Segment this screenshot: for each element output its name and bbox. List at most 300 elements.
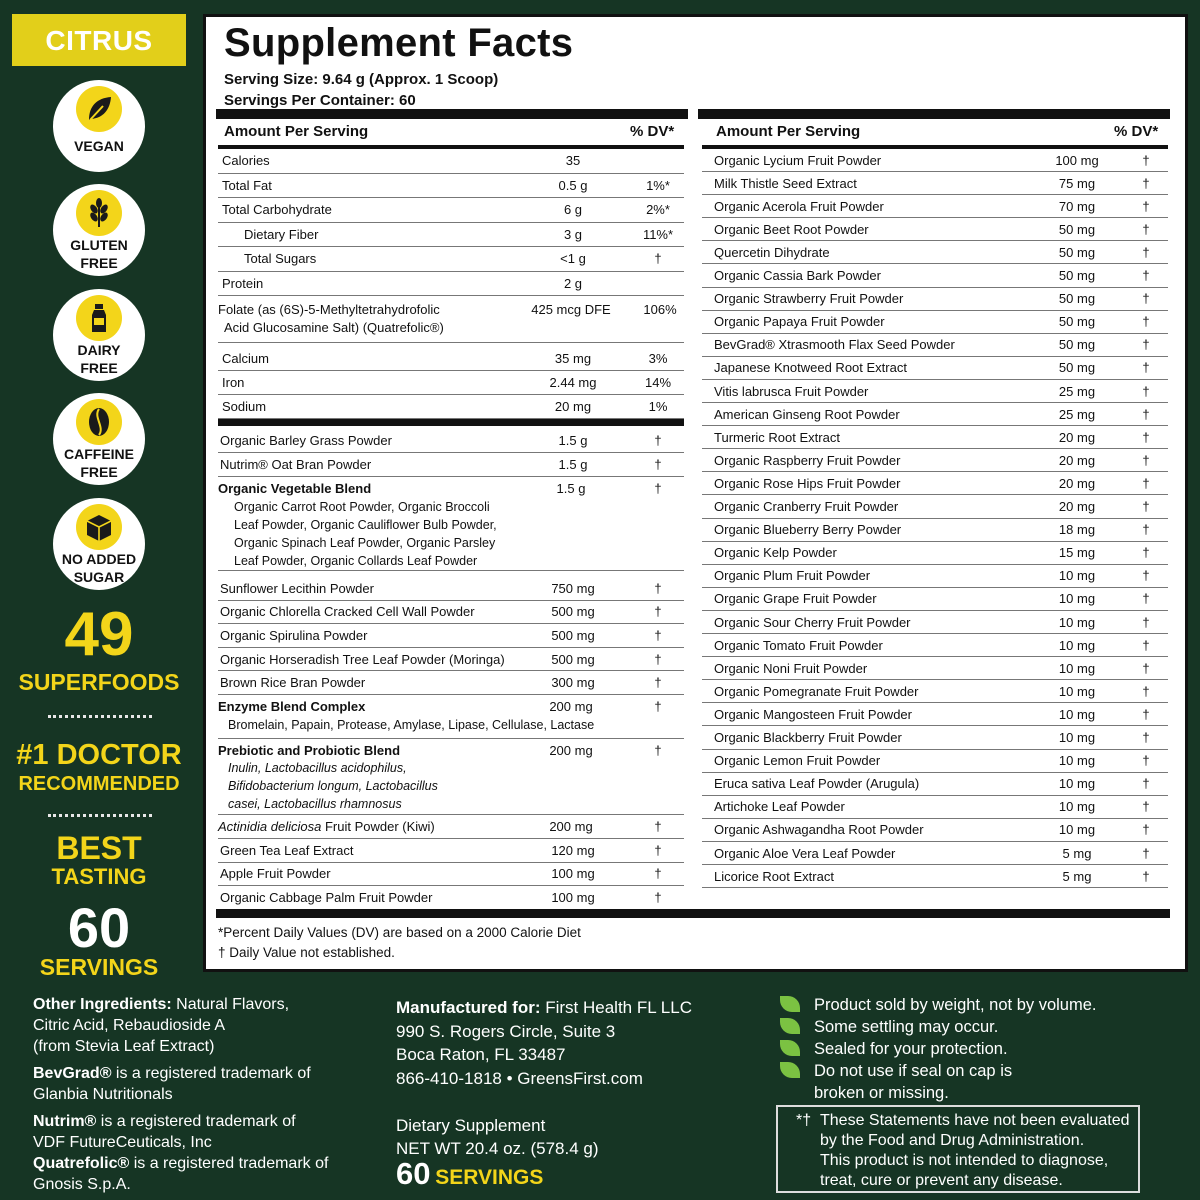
nutrient-amount: 50 mg: [1058, 268, 1096, 284]
vegan-badge: [53, 80, 145, 172]
nutrient-row: [702, 449, 1168, 472]
nutrient-name: Brown Rice Bran Powder: [220, 675, 366, 691]
footnote-dagger: † Daily Value not established.: [218, 945, 395, 960]
doctor-line2: RECOMMENDED: [18, 773, 180, 795]
nutrient-dv: †: [1142, 868, 1150, 884]
badge-line2: FREE: [80, 255, 118, 271]
best-line2: TASTING: [51, 864, 147, 889]
nutrient-dv: †: [1142, 337, 1150, 353]
probiotic-line: Inulin, Lactobacillus acidophilus,: [228, 761, 407, 775]
nutrient-dv: †: [1142, 683, 1150, 699]
nutrient-name: Japanese Knotweed Root Extract: [714, 360, 907, 376]
serving-size: Serving Size: 9.64 g (Approx. 1 Scoop): [224, 71, 499, 88]
nutrient-name: Organic Blackberry Fruit Powder: [714, 730, 902, 746]
nutrient-name: Total Sugars: [244, 251, 317, 267]
badge-line1: GLUTEN: [70, 237, 128, 253]
nutrient-name: Organic Aloe Vera Leaf Powder: [714, 845, 896, 861]
dietary-label: Dietary Supplement: [396, 1116, 546, 1135]
kiwi-latin: Actinidia deliciosa: [218, 819, 322, 834]
nutrient-amount: 10 mg: [1058, 683, 1096, 699]
nutrient-dv: †: [1142, 499, 1150, 515]
kiwi-dv: †: [654, 819, 662, 834]
nutrient-row: [218, 648, 684, 672]
nutrient-dv: †: [654, 457, 662, 472]
nutrient-name: Apple Fruit Powder: [220, 866, 331, 882]
nutrient-dv: †: [1142, 776, 1150, 792]
nutrient-amount: 10 mg: [1058, 776, 1096, 792]
nutrient-name: Artichoke Leaf Powder: [714, 799, 845, 815]
nutrient-row: [218, 272, 684, 297]
nutrient-name: Calories: [222, 153, 270, 169]
nutrient-row: [702, 680, 1168, 703]
nutrient-dv: †: [1142, 591, 1150, 607]
probiotic-line: casei, Lactobacillus rhamnosus: [228, 797, 402, 811]
nutrient-row: [702, 218, 1168, 241]
nutrient-name: Organic Rose Hips Fruit Powder: [714, 475, 901, 491]
nutrient-name: Organic Tomato Fruit Powder: [714, 637, 883, 653]
nutrient-dv: †: [654, 842, 662, 858]
wheat-icon: [76, 190, 122, 236]
disclaimer-line: by the Food and Drug Administration.: [820, 1132, 1085, 1149]
fda-disclaimer: [776, 1105, 1140, 1193]
nutrient-amount: 50 mg: [1058, 244, 1096, 260]
nutrient-dv: 14%: [644, 375, 672, 390]
net-weight-info: [396, 1114, 756, 1190]
nutrient-row: [702, 195, 1168, 218]
nutrient-name: Turmeric Root Extract: [714, 429, 840, 445]
nutrient-row: [218, 223, 684, 248]
nutrient-dv: †: [1142, 175, 1150, 191]
nutrient-row: [702, 496, 1168, 519]
nutrient-dv: †: [1142, 152, 1150, 168]
nutrient-row: [218, 601, 684, 625]
nutrient-row: [218, 174, 684, 199]
nutrient-name: Quercetin Dihydrate: [714, 244, 830, 260]
nutrient-amount: 25 mg: [1058, 406, 1096, 422]
no-added-sugar-badge: [53, 498, 145, 590]
nutrient-name: Organic Pomegranate Fruit Powder: [714, 683, 919, 699]
mfg-address: 990 S. Rogers Circle, Suite 3: [396, 1021, 616, 1041]
nutrient-amount: 300 mg: [551, 675, 595, 691]
dv-header: % DV*: [1114, 123, 1159, 140]
nutrient-amount: 20 mg: [1058, 429, 1096, 445]
nutrient-dv: †: [1142, 637, 1150, 653]
other-text: Citric Acid, Rebaudioside A: [33, 1017, 226, 1034]
nutrient-amount: 10 mg: [1058, 660, 1096, 676]
nutrient-name: Organic Papaya Fruit Powder: [714, 314, 885, 330]
servings-count: 60: [67, 896, 131, 959]
badge-line2: SUGAR: [73, 569, 125, 585]
nutrient-amount: 1.5 g: [558, 433, 588, 448]
nutrient-name: Green Tea Leaf Extract: [220, 842, 354, 858]
rule-thick: [218, 419, 684, 426]
nutrient-amount: 10 mg: [1058, 822, 1096, 838]
nutrient-dv: †: [1142, 429, 1150, 445]
nutrient-amount: 25 mg: [1058, 383, 1096, 399]
nutrient-name: Organic Beet Root Powder: [714, 221, 869, 237]
nutrient-name: Total Carbohydrate: [222, 202, 332, 218]
leaf-icon: [780, 1040, 800, 1056]
nutrient-row: [702, 773, 1168, 796]
nutrient-dv: †: [1142, 753, 1150, 769]
nutrient-dv: †: [1142, 545, 1150, 561]
nutrient-name: Organic Cassia Bark Powder: [714, 268, 881, 284]
nutrient-name: Organic Chlorella Cracked Cell Wall Powder: [220, 604, 475, 620]
nutrient-name: Organic Mangosteen Fruit Powder: [714, 706, 912, 722]
nutrient-row: [218, 247, 684, 272]
nutrient-amount: 15 mg: [1058, 545, 1096, 561]
nutrient-row: [702, 241, 1168, 264]
nutrient-amount: 5 mg: [1062, 868, 1092, 884]
disclaimer-line: These Statements have not been evaluated: [820, 1112, 1130, 1129]
nutrient-row: [218, 624, 684, 648]
veg-blend-row: [218, 477, 684, 571]
divider: [48, 715, 152, 718]
nutrient-amount: 18 mg: [1058, 522, 1096, 538]
nutrient-name: Protein: [222, 275, 264, 291]
nutrient-name: Calcium: [222, 351, 269, 366]
nutrient-row: [702, 796, 1168, 819]
nutrient-dv: 2%*: [646, 202, 670, 218]
probiotic-dv: †: [654, 743, 662, 758]
nutrient-amount: 6 g: [563, 202, 583, 218]
nutrient-dv: †: [1142, 383, 1150, 399]
nutrient-dv: †: [1142, 799, 1150, 815]
trademark-name: BevGrad®: [33, 1065, 112, 1082]
note-text: Do not use if seal on cap is: [814, 1062, 1013, 1080]
leaf-icon: [780, 1062, 800, 1078]
nutrient-row: [702, 426, 1168, 449]
other-label: Other Ingredients:: [33, 996, 172, 1013]
nutrient-amount: 20 mg: [1058, 499, 1096, 515]
enzyme-name: Enzyme Blend Complex: [218, 699, 366, 714]
probiotic-line: Bifidobacterium longum, Lactobacillus: [228, 779, 438, 793]
nutrient-dv: †: [1142, 221, 1150, 237]
kiwi-amount: 200 mg: [549, 819, 593, 834]
amount-header: Amount Per Serving: [224, 123, 369, 140]
net-weight: NET WT 20.4 oz. (578.4 g): [396, 1139, 599, 1158]
sugar-cube-icon: [76, 504, 122, 550]
nutrient-dv: †: [1142, 706, 1150, 722]
best-line1: BEST: [56, 830, 142, 866]
note-text: Sealed for your protection.: [814, 1040, 1008, 1058]
nutrient-amount: 0.5 g: [558, 177, 588, 193]
nutrient-row: [218, 395, 684, 419]
disclaimer-line: This product is not intended to diagnose,: [820, 1152, 1109, 1169]
nutrient-row: [702, 819, 1168, 842]
nutrient-amount: 20 mg: [1058, 475, 1096, 491]
superfoods-count: 49: [64, 600, 134, 669]
nutrient-row: [218, 886, 684, 910]
nutrient-dv: 1%*: [646, 177, 670, 193]
nutrient-name: Organic Barley Grass Powder: [220, 433, 392, 448]
nutrient-amount: 2.44 mg: [549, 375, 597, 390]
caffeine-free-badge: [53, 393, 145, 485]
trademark-text: is a registered trademark of: [129, 1155, 329, 1172]
nutrient-amount: 10 mg: [1058, 614, 1096, 630]
nutrient-row: [218, 198, 684, 223]
dairy-free-badge: [53, 289, 145, 381]
nutrient-amount: 10 mg: [1058, 591, 1096, 607]
nutrient-dv: †: [1142, 660, 1150, 676]
nutrient-amount: 10 mg: [1058, 568, 1096, 584]
nutrient-dv: †: [1142, 268, 1150, 284]
nutrient-name: Dietary Fiber: [244, 226, 319, 242]
nutrient-amount: 35 mg: [554, 351, 592, 366]
nutrient-dv: †: [654, 604, 662, 620]
nutrient-name: Licorice Root Extract: [714, 868, 834, 884]
nutrient-row: [702, 565, 1168, 588]
nutrient-row: [218, 371, 684, 395]
disclaimer-mark: *†: [796, 1112, 812, 1129]
nutrient-amount: 120 mg: [551, 842, 595, 858]
folate-row: [218, 297, 684, 343]
nutrient-row: [702, 865, 1168, 888]
nutrient-row: [702, 634, 1168, 657]
trademark-text: is a registered trademark of: [111, 1065, 311, 1082]
folate-amount: 425 mcg DFE: [531, 302, 611, 317]
nutrient-amount: <1 g: [560, 251, 586, 267]
flavor-label: CITRUS: [12, 14, 186, 66]
nutrient-dv: 11%*: [642, 226, 674, 242]
nutrient-row: [702, 588, 1168, 611]
footnotes: [218, 923, 581, 963]
nutrient-name: Organic Sour Cherry Fruit Powder: [714, 614, 911, 630]
nutrient-row: [702, 519, 1168, 542]
nutrient-row: [702, 334, 1168, 357]
nutrient-name: Total Fat: [222, 177, 272, 193]
nutrient-name: Organic Kelp Powder: [714, 545, 837, 561]
probiotic-amount: 200 mg: [549, 743, 593, 758]
milk-bottle-icon: [76, 295, 122, 341]
nutrient-row: [702, 357, 1168, 380]
nutrient-amount: 10 mg: [1058, 799, 1096, 815]
nutrient-name: Organic Strawberry Fruit Powder: [714, 291, 904, 307]
enzyme-line: Bromelain, Papain, Protease, Amylase, Lipase, Cellulase, Lactase: [228, 718, 595, 732]
nutrient-row: [702, 265, 1168, 288]
left-column: [218, 119, 684, 909]
trademark-owner: VDF FutureCeuticals, Inc: [33, 1134, 212, 1151]
nutrient-amount: 5 mg: [1062, 845, 1092, 861]
nutrient-row: [702, 842, 1168, 865]
nutrient-dv: †: [654, 251, 662, 267]
nutrient-dv: †: [1142, 568, 1150, 584]
footnote-dv: *Percent Daily Values (DV) are based on a 2000 Calorie Diet: [218, 925, 581, 940]
nutrient-dv: †: [654, 627, 662, 643]
trademark-text: is a registered trademark of: [96, 1113, 296, 1130]
badge-line2: FREE: [80, 360, 118, 376]
nutrient-dv: †: [654, 866, 662, 882]
nutrient-row: [702, 703, 1168, 726]
nutrient-row: [702, 288, 1168, 311]
nutrient-row: [702, 172, 1168, 195]
other-ingredients: [33, 994, 373, 1195]
nutrient-dv: †: [1142, 198, 1150, 214]
nutrient-dv: †: [654, 889, 662, 905]
nutrient-amount: 500 mg: [551, 627, 595, 643]
nutrient-amount: 70 mg: [1058, 198, 1096, 214]
nutrient-dv: 1%: [648, 399, 668, 414]
nutrient-amount: 1.5 g: [558, 457, 588, 472]
nutrient-amount: 50 mg: [1058, 291, 1096, 307]
coffee-bean-icon: [76, 399, 122, 445]
divider: [48, 814, 152, 817]
nutrient-name: Sodium: [222, 399, 267, 414]
note-text: Product sold by weight, not by volume.: [814, 996, 1097, 1014]
nutrient-amount: 100 mg: [551, 889, 595, 905]
nutrient-row: [218, 149, 684, 174]
leaf-icon: [780, 1018, 800, 1034]
leaf-icon: [780, 996, 800, 1012]
note-text: broken or missing.: [814, 1084, 949, 1102]
nutrient-name: Nutrim® Oat Bran Powder: [220, 457, 372, 472]
nutrient-name: Organic Cabbage Palm Fruit Powder: [220, 889, 433, 905]
nutrient-name: Organic Horseradish Tree Leaf Powder (Moringa): [220, 651, 505, 667]
nutrient-dv: †: [654, 580, 662, 596]
veg-blend-amount: 1.5 g: [556, 481, 586, 496]
nutrient-name: BevGrad® Xtrasmooth Flax Seed Powder: [714, 337, 955, 353]
manufacturer-info: [396, 996, 756, 1090]
mfg-address: Boca Raton, FL 33487: [396, 1045, 566, 1064]
kiwi-row: [218, 815, 684, 839]
servings-label: SERVINGS: [435, 1166, 544, 1189]
nutrient-dv: †: [1142, 360, 1150, 376]
note-text: Some settling may occur.: [814, 1018, 999, 1036]
nutrient-amount: 20 mg: [554, 399, 592, 414]
nutrient-dv: †: [1142, 522, 1150, 538]
rule-thick: [698, 109, 1170, 119]
badge-line1: VEGAN: [74, 138, 124, 154]
veg-blend-line: Organic Carrot Root Powder, Organic Broccoli: [234, 500, 490, 514]
nutrient-name: American Ginseng Root Powder: [714, 406, 900, 422]
facts-title: Supplement Facts: [224, 21, 574, 65]
nutrient-row: [218, 453, 684, 477]
nutrient-amount: 100 mg: [1055, 152, 1099, 168]
supplement-facts-panel: [203, 14, 1188, 972]
rule-thick: [216, 909, 1170, 918]
veg-blend-name: Organic Vegetable Blend: [218, 481, 372, 496]
other-text: (from Stevia Leaf Extract): [33, 1038, 215, 1055]
nutrient-amount: 2 g: [563, 275, 583, 291]
nutrient-name: Organic Lycium Fruit Powder: [714, 152, 882, 168]
nutrient-row: [702, 611, 1168, 634]
disclaimer-line: treat, cure or prevent any disease.: [820, 1172, 1063, 1189]
badge-line1: NO ADDED: [61, 551, 137, 567]
trademark-owner: Glanbia Nutritionals: [33, 1086, 173, 1103]
nutrient-amount: 50 mg: [1058, 221, 1096, 237]
sidebar: [0, 0, 198, 985]
nutrient-name: Organic Grape Fruit Powder: [714, 591, 877, 607]
nutrient-amount: 750 mg: [551, 580, 595, 596]
badge-line1: DAIRY: [77, 342, 121, 358]
servings-label: SERVINGS: [39, 954, 159, 980]
nutrient-dv: †: [654, 675, 662, 691]
servings-count: 60: [396, 1156, 431, 1191]
nutrient-row: [218, 347, 684, 371]
nutrient-dv: †: [1142, 475, 1150, 491]
dv-header: % DV*: [630, 123, 675, 140]
nutrient-name: Organic Ashwagandha Root Powder: [714, 822, 924, 838]
nutrient-dv: †: [1142, 406, 1150, 422]
nutrient-dv: †: [1142, 314, 1150, 330]
nutrient-name: Sunflower Lecithin Powder: [220, 580, 374, 596]
nutrient-row: [702, 149, 1168, 172]
nutrient-dv: †: [1142, 845, 1150, 861]
nutrient-dv: †: [1142, 452, 1150, 468]
gluten-free-badge: [53, 184, 145, 276]
nutrient-amount: 35: [565, 153, 581, 169]
trademark-owner: Gnosis S.p.A.: [33, 1176, 131, 1193]
nutrient-name: Organic Acerola Fruit Powder: [714, 198, 884, 214]
nutrient-name: Vitis labrusca Fruit Powder: [714, 383, 869, 399]
veg-blend-line: Organic Spinach Leaf Powder, Organic Parsley: [234, 536, 496, 550]
enzyme-dv: †: [654, 699, 662, 714]
enzyme-amount: 200 mg: [549, 699, 593, 714]
nutrient-row: [218, 577, 684, 601]
nutrient-name: Organic Plum Fruit Powder: [714, 568, 871, 584]
nutrient-name: Organic Cranberry Fruit Powder: [714, 499, 899, 515]
folate-name-line2: Acid Glucosamine Salt) (Quatrefolic®): [224, 320, 444, 335]
nutrient-amount: 500 mg: [551, 604, 595, 620]
other-text: Natural Flavors,: [171, 996, 290, 1013]
probiotic-row: [218, 739, 684, 815]
nutrient-row: [702, 657, 1168, 680]
nutrient-row: [702, 380, 1168, 403]
nutrient-dv: †: [1142, 730, 1150, 746]
nutrient-row: [218, 839, 684, 863]
nutrient-row: [702, 727, 1168, 750]
nutrient-row: [702, 542, 1168, 565]
nutrient-amount: 10 mg: [1058, 637, 1096, 653]
serving-info: [224, 69, 498, 111]
nutrient-row: [702, 472, 1168, 495]
nutrient-dv: †: [654, 651, 662, 667]
enzyme-row: [218, 695, 684, 739]
nutrient-row: [702, 750, 1168, 773]
nutrient-name: Organic Spirulina Powder: [220, 627, 368, 643]
nutrient-dv: †: [1142, 244, 1150, 260]
rule-thick: [216, 109, 688, 119]
kiwi-common: Fruit Powder (Kiwi): [321, 819, 435, 834]
nutrient-amount: 20 mg: [1058, 452, 1096, 468]
badge-line2: FREE: [80, 464, 118, 480]
doctor-line1: #1 DOCTOR: [16, 739, 182, 771]
nutrient-amount: 10 mg: [1058, 706, 1096, 722]
nutrient-dv: †: [1142, 291, 1150, 307]
nutrient-dv: †: [654, 433, 662, 448]
folate-name-line1: Folate (as (6S)-5-Methyltetrahydrofolic: [218, 302, 440, 317]
mfg-contact: 866-410-1818 • GreensFirst.com: [396, 1068, 643, 1088]
nutrient-name: Organic Lemon Fruit Powder: [714, 753, 881, 769]
nutrient-amount: 75 mg: [1058, 175, 1096, 191]
nutrient-name: Organic Raspberry Fruit Powder: [714, 452, 901, 468]
nutrient-row: [218, 429, 684, 453]
nutrient-amount: 100 mg: [551, 866, 595, 882]
folate-dv: 106%: [643, 302, 677, 317]
veg-blend-line: Leaf Powder, Organic Collards Leaf Powder: [234, 554, 478, 568]
nutrient-amount: 50 mg: [1058, 314, 1096, 330]
trademark-name: Quatrefolic®: [33, 1155, 130, 1172]
nutrient-name: Organic Noni Fruit Powder: [714, 660, 868, 676]
trademark-name: Nutrim®: [33, 1113, 97, 1130]
nutrient-dv: †: [1142, 614, 1150, 630]
nutrient-amount: 50 mg: [1058, 360, 1096, 376]
probiotic-name: Prebiotic and Probiotic Blend: [218, 743, 401, 758]
servings-per-container: Servings Per Container: 60: [224, 92, 416, 109]
nutrient-name: Milk Thistle Seed Extract: [714, 175, 857, 191]
veg-blend-dv: †: [654, 481, 662, 496]
leaf-icon: [76, 86, 122, 132]
